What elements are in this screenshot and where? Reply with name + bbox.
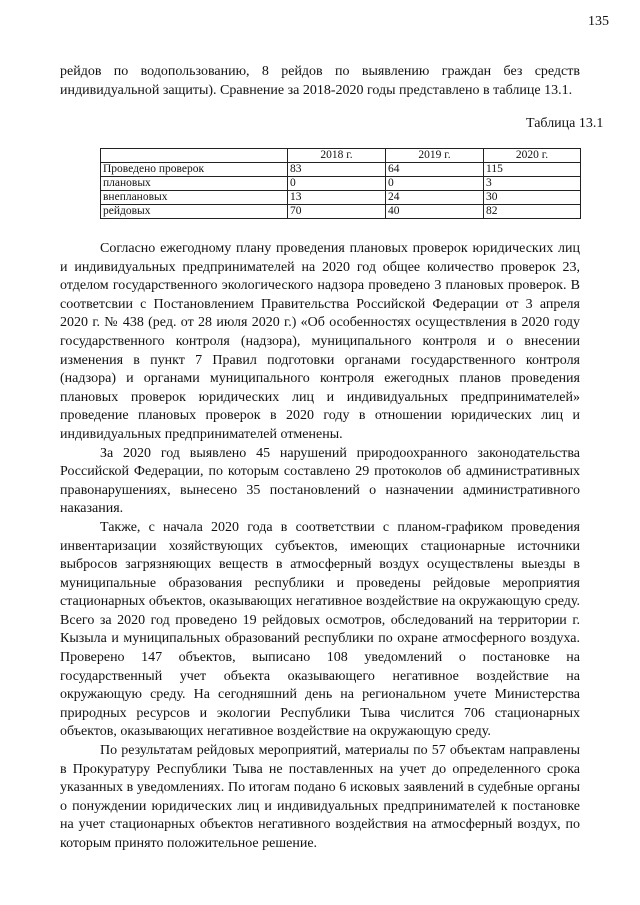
table-cell: 13 (288, 191, 386, 205)
paragraph-inventory-raids: Также, с начала 2020 года в соответствии с планом-графиком проведения инвентаризации хозяйствующих субъектов, имеющих стационарные источники выбросов загрязняющих веществ в атмосферный воздух осуществлены выезды в муниципальные образования республики и проведены рейдовые мероприятия стационарных объектов, оказывающих негативное воздействие на окружающую среду. Всего за 2020 год проведено 19 рейдовых осмотров, обследований на территории г. Кызыла и муниципальных образований республики по охране атмосферного воздуха. Проверено 147 объектов, выписано 108 уведомлений о постановке на государственный учет объекта оказывающего негативное воздействие на окружающую среду. На сегодняшний день на региональном учете Министерства природных ресурсов и экологии Республики Тыва числится 706 стационарных объектов, оказывающих негативное воздействие на окружающую среду. (60, 519, 580, 740)
table-header-cell: 2018 г. (288, 149, 386, 163)
table-row (101, 191, 581, 205)
table-row (101, 163, 581, 177)
body-text (60, 240, 580, 854)
inspections-table (100, 148, 581, 219)
table-row (101, 205, 581, 219)
table-cell: плановых (101, 177, 288, 191)
table-cell: 0 (288, 177, 386, 191)
table-cell: 82 (484, 205, 581, 219)
table-caption: Таблица 13.1 (526, 116, 604, 131)
table-header-cell (101, 149, 288, 163)
table-cell: 0 (386, 177, 484, 191)
table-cell: 70 (288, 205, 386, 219)
page-number: 135 (588, 14, 609, 29)
paragraph-inspections-plan: Согласно ежегодному плану проведения плановых проверок юридических лиц и индивидуальных предпринимателей на 2020 год общее количество проверок 23, отделом государственного экологического надзора проведено 3 плановых проверок. В соответсвии с Постановлением Правительства Российской Федерации от 3 апреля 2020 г. № 438 (ред. от 28 июля 2020 г.) «Об особенностях осуществления в 2020 году государственного контроля (надзора), муниципального контроля и о внесении изменения в пункт 7 Правил подготовки органами государственного контроля (надзора) и органами муниципального контроля ежегодных планов проведения плановых проверок юридических лиц и индивидуальных предпринимателей» проведение плановых проверок в 2020 году в отношении юридических лиц и индивидуальных предпринимателей отменены. (60, 241, 580, 442)
table-cell: 64 (386, 163, 484, 177)
table-header-row (101, 149, 581, 163)
table-cell: 40 (386, 205, 484, 219)
intro-paragraph: рейдов по водопользованию, 8 рейдов по выявлению граждан без средств индивидуальной защиты). Сравнение за 2018-2020 годы представлено в таблице 13.1. (60, 64, 580, 98)
table-cell: 83 (288, 163, 386, 177)
paragraph-violations: За 2020 год выявлено 45 нарушений природоохранного законодательства Российской Федерации, по которым составлено 29 протоколов об административных правонарушениях, вынесено 35 постановлений о назначении административного наказания. (60, 445, 580, 517)
table-row (101, 177, 581, 191)
table-cell: рейдовых (101, 205, 288, 219)
table-cell: 24 (386, 191, 484, 205)
table-cell: внеплановых (101, 191, 288, 205)
table-cell: 115 (484, 163, 581, 177)
table-cell: Проведено проверок (101, 163, 288, 177)
table-header-cell: 2019 г. (386, 149, 484, 163)
table-cell: 30 (484, 191, 581, 205)
table-cell: 3 (484, 177, 581, 191)
table-header-cell: 2020 г. (484, 149, 581, 163)
paragraph-prosecution: По результатам рейдовых мероприятий, материалы по 57 объектам направлены в Прокуратуру Республики Тыва не поставленных на учет до определенного срока указанных в уведомлениях. По итогам подано 6 исковых заявлений в судебные органы о понуждении юридических лиц и индивидуальных предпринимателей к постановке на учет стационарных объектов негативного воздействия на атмосферный воздух, по которым принято положительное решение. (60, 743, 580, 851)
